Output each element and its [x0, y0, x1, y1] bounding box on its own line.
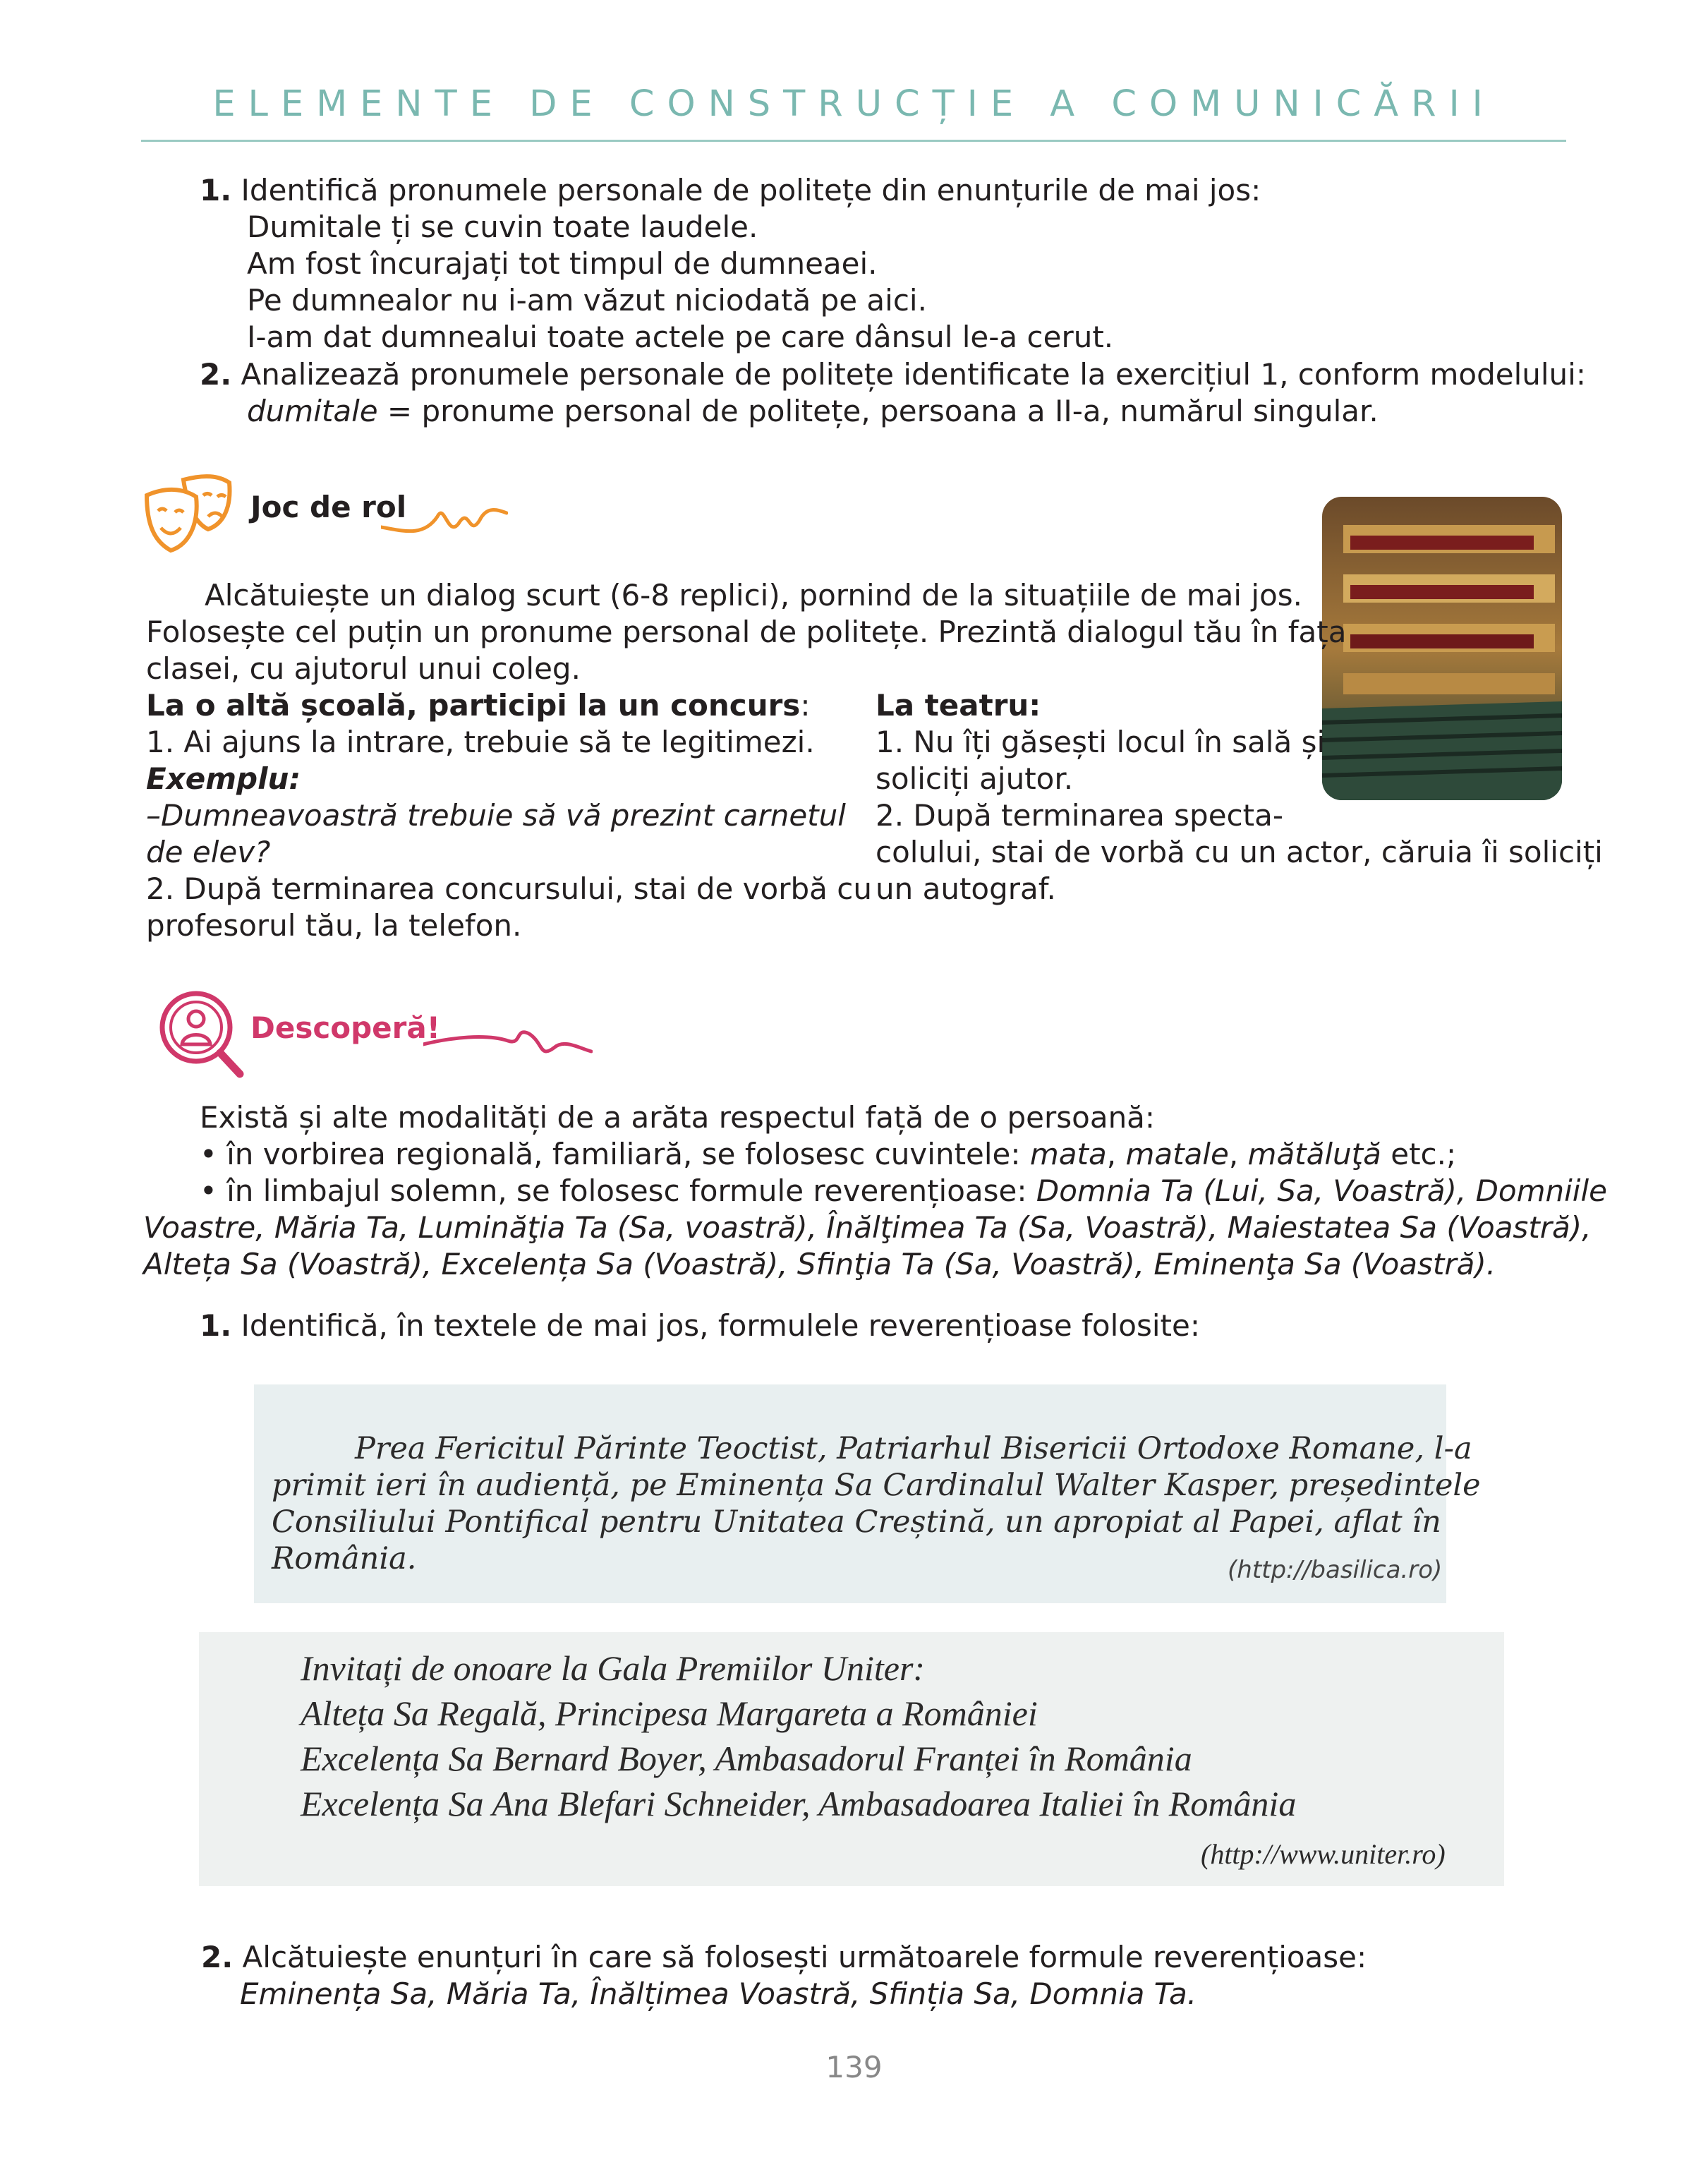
theater-masks-icon — [141, 467, 240, 559]
formula-list: Voastre, Măria Ta, Luminăţia Ta (Sa, voastră), Înălţimea Ta (Sa, Voastră), Maiestatea Sa (Voastră), — [143, 1210, 1592, 1245]
situation-item: 1. Nu îți găsești locul în sală și — [876, 725, 1326, 759]
example-line: de elev? — [146, 835, 271, 869]
exercise-model — [247, 393, 1379, 430]
situation-title-colon: : — [800, 688, 811, 723]
formula-list: Domnia Ta (Lui, Sa, Voastră), Domniile — [1036, 1173, 1607, 1208]
page-number: 139 — [825, 2050, 883, 2084]
exercise-prompt: Identifică, în textele de mai jos, formulele reverențioase folosite: — [241, 1308, 1200, 1343]
situation-title-theater: La teatru: — [876, 688, 1041, 723]
magnifier-person-icon — [155, 988, 247, 1080]
quote-line: primit ieri în audiență, pe Eminența Sa Cardinalul Walter Kasper, președintele — [272, 1468, 1481, 1503]
bullet-text: etc.; — [1381, 1137, 1457, 1171]
quote-line: Alteța Sa Regală, Principesa Margareta a României — [301, 1694, 1038, 1733]
theater-photo — [1322, 497, 1562, 800]
joc-intro-line: Alcătuiește un dialog scurt (6-8 replici), pornind de la situațiile de mai jos. — [205, 578, 1303, 612]
exercise-number: 2. — [200, 357, 232, 392]
quote-source: (http://www.uniter.ro) — [1201, 1838, 1446, 1870]
situation-item: 2. După terminarea concursului, stai de vorbă cu — [146, 871, 872, 906]
bullet-text: • în limbajul solemn, se folosesc formule reverențioase: — [200, 1173, 1036, 1208]
section-title-descopera: Descoperă! — [250, 1010, 440, 1045]
quote-source: (http://basilica.ro) — [1228, 1556, 1443, 1584]
situation-title-text: La o altă școală, participi la un concurs — [146, 688, 801, 723]
joc-intro-line: clasei, cu ajutorul unui coleg. — [146, 651, 581, 686]
exercise-prompt: Alcătuiește enunțuri în care să folosești următoarele formule reverențioase: — [242, 1940, 1367, 1974]
descopera-bullet — [200, 1136, 1456, 1173]
model-word: dumitale — [247, 394, 378, 428]
decorative-squiggle — [381, 488, 508, 545]
running-header: ELEMENTE DE CONSTRUCȚIE A COMUNICĂRII — [212, 83, 1496, 125]
quote-line: Excelența Sa Bernard Boyer, Ambasadorul Franței în România — [301, 1739, 1192, 1778]
example-sentence: Dumitale ți se cuvin toate laudele. — [247, 210, 758, 244]
example-sentence: I-am dat dumnealui toate actele pe care dânsul le-a cerut. — [247, 320, 1114, 354]
separator: , — [1106, 1137, 1126, 1171]
joc-intro-line: Folosește cel puțin un pronume personal de politețe. Prezintă dialogul tău în fața — [146, 615, 1347, 649]
exercise-2-compose — [201, 1939, 1367, 1976]
quote-line: Invitați de onoare la Gala Premiilor Uniter: — [301, 1648, 926, 1688]
exercise-1-identify — [200, 1308, 1200, 1344]
situation-item: 1. Ai ajuns la intrare, trebuie să te legitimezi. — [146, 725, 815, 759]
exercise-prompt: Analizează pronumele personale de politețe identificate la exercițiul 1, conform modelului: — [241, 357, 1586, 392]
situation-title-school — [146, 687, 810, 724]
descopera-intro: Există și alte modalități de a arăta respectul față de o persoană: — [200, 1100, 1156, 1135]
section-title-joc: Joc de rol — [250, 490, 407, 524]
formula-list: Alteța Sa (Voastră), Excelența Sa (Voastră), Sfinţia Ta (Sa, Voastră), Eminenţa Sa (Voastră). — [143, 1247, 1496, 1281]
situation-item: soliciți ajutor. — [876, 761, 1074, 796]
exercise-number: 1. — [200, 1308, 232, 1343]
quote-line: Excelența Sa Ana Blefari Schneider, Ambasadoarea Italiei în România — [301, 1784, 1297, 1823]
regional-word: mata — [1029, 1137, 1107, 1171]
example-sentence: Pe dumnealor nu i-am văzut niciodată pe aici. — [247, 283, 927, 318]
quote-line: Consiliului Pontifical pentru Unitatea Creștină, un apropiat al Papei, aflat în — [272, 1504, 1441, 1540]
exercise-1 — [200, 172, 1261, 209]
decorative-squiggle — [423, 1016, 593, 1066]
exercise-2 — [200, 356, 1586, 393]
quote-line: România. — [272, 1541, 417, 1576]
example-line: –Dumneavoastră trebuie să vă prezint carnetul — [146, 798, 846, 833]
formula-items: Eminența Sa, Măria Ta, Înălțimea Voastră, Sfinția Sa, Domnia Ta. — [240, 1976, 1197, 2011]
exercise-prompt: Identifică pronumele personale de politețe din enunțurile de mai jos: — [241, 173, 1261, 207]
situation-item: colului, stai de vorbă cu un actor, căruia îi soliciți — [876, 835, 1603, 869]
header-rule — [141, 140, 1566, 142]
exercise-number: 1. — [200, 173, 232, 207]
example-sentence: Am fost încurajați tot timpul de dumneaei. — [247, 246, 878, 281]
exercise-number: 2. — [201, 1940, 234, 1974]
situation-item: profesorul tău, la telefon. — [146, 908, 522, 943]
quote-line: Prea Fericitul Părinte Teoctist, Patriarhul Bisericii Ortodoxe Romane, l-a — [355, 1431, 1472, 1466]
bullet-text: • în vorbirea regională, familiară, se folosesc cuvintele: — [200, 1137, 1030, 1171]
regional-word: matale — [1125, 1137, 1229, 1171]
example-label: Exemplu: — [146, 761, 301, 796]
descopera-bullet — [200, 1173, 1607, 1209]
model-description: = pronume personal de politețe, persoana a II-a, numărul singular. — [377, 394, 1379, 428]
separator: , — [1228, 1137, 1248, 1171]
situation-item: 2. După terminarea specta- — [876, 798, 1284, 833]
situation-item: un autograf. — [876, 871, 1056, 906]
regional-word: mătăluţă — [1247, 1137, 1381, 1171]
